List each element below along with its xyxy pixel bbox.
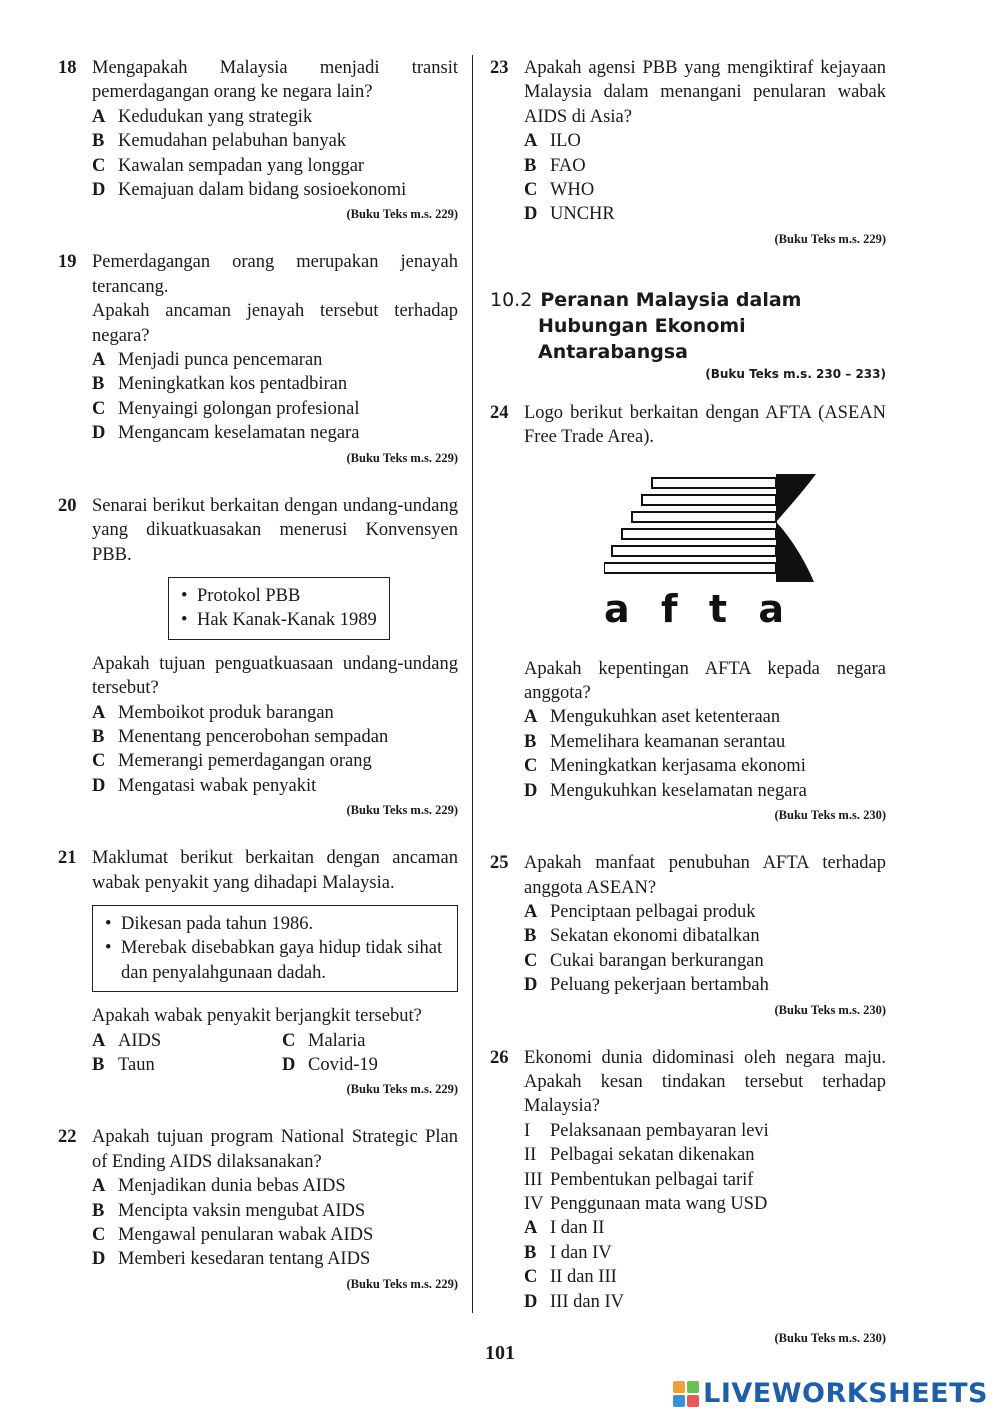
question-number: 26 xyxy=(490,1047,509,1068)
option-d[interactable]: D Peluang pekerjaan bertambah xyxy=(524,975,769,996)
statement-iii: III Pembentukan pelbagai tarif xyxy=(524,1169,754,1190)
option-b[interactable]: B Mencipta vaksin mengubat AIDS xyxy=(92,1200,366,1221)
question-prompt: Apakah tujuan penguatkuasaan undang-undang tersebut? xyxy=(92,653,458,699)
options-grid xyxy=(92,1029,458,1078)
option-a[interactable]: A Menjadikan dunia bebas AIDS xyxy=(92,1176,346,1197)
option-c[interactable]: C Cukai barangan berkurangan xyxy=(524,950,764,971)
option-b[interactable]: B Meningkatkan kos pentadbiran xyxy=(92,374,348,395)
option-d[interactable]: D Kemajuan dalam bidang sosioekonomi xyxy=(92,180,407,201)
left-column xyxy=(58,52,458,1294)
question-stem: Maklumat berikut berkaitan dengan ancaman wabak penyakit yang dihadapi Malaysia. xyxy=(92,848,458,893)
question-prompt: Apakah wabak penyakit berjangkit tersebut? xyxy=(92,1006,422,1027)
question-21 xyxy=(58,846,458,1099)
option-a[interactable]: A Kedudukan yang strategik xyxy=(92,106,313,127)
question-prompt: Apakah kepentingan AFTA kepada negara anggota? xyxy=(524,658,886,704)
option-d[interactable]: D Mengukuhkan keselamatan negara xyxy=(524,780,807,801)
question-26 xyxy=(490,1046,886,1348)
liveworksheets-logo-icon xyxy=(673,1381,699,1407)
list-item: • Merebak disebabkan gaya hidup tidak sihat dan penyalahgunaan dadah. xyxy=(103,936,447,985)
question-19 xyxy=(58,250,458,467)
section-title-line1: Peranan Malaysia dalam xyxy=(540,288,802,311)
logo-tile xyxy=(673,1381,685,1393)
textbook-reference: (Buku Teks m.s. 230) xyxy=(774,808,886,823)
question-number: 22 xyxy=(58,1127,77,1148)
option-c[interactable]: C Memerangi pemerdagangan orang xyxy=(92,751,372,772)
question-prompt: Apakah ancaman jenayah tersebut terhadap negara? xyxy=(92,301,458,346)
option-c[interactable]: C Menyaingi golongan profesional xyxy=(92,398,360,419)
logo-tile xyxy=(687,1395,699,1407)
question-stem: Apakah tujuan program National Strategic Plan of Ending AIDS dilaksanakan? xyxy=(92,1127,458,1172)
option-b[interactable]: B I dan IV xyxy=(524,1242,612,1263)
option-c[interactable]: C Malaria xyxy=(282,1030,366,1051)
option-a[interactable]: A AIDS xyxy=(92,1030,162,1051)
section-number: 10.2 xyxy=(490,288,533,311)
info-box xyxy=(168,577,390,640)
right-column xyxy=(490,52,886,1348)
info-box xyxy=(92,905,458,992)
option-a[interactable]: A ILO xyxy=(524,131,581,152)
option-a[interactable]: A Penciptaan pelbagai produk xyxy=(524,901,756,922)
page-number: 101 xyxy=(485,1342,515,1364)
textbook-reference: (Buku Teks m.s. 229) xyxy=(774,231,886,246)
option-a[interactable]: A Mengukuhkan aset ketenteraan xyxy=(524,707,781,728)
section-title-line2: Hubungan Ekonomi Antarabangsa xyxy=(538,314,746,363)
textbook-reference: (Buku Teks m.s. 229) xyxy=(346,450,458,465)
option-d[interactable]: D Covid-19 xyxy=(282,1055,378,1075)
column-divider xyxy=(472,55,473,1313)
option-d[interactable]: D UNCHR xyxy=(524,204,615,225)
brand-name: LIVEWORKSHEETS xyxy=(703,1378,988,1409)
question-25 xyxy=(490,851,886,1019)
option-b[interactable]: B Memelihara keamanan serantau xyxy=(524,731,786,752)
question-24 xyxy=(490,401,886,825)
list-item: • Protokol PBB xyxy=(179,584,379,608)
question-18 xyxy=(58,56,458,224)
textbook-reference: (Buku Teks m.s. 229) xyxy=(346,1082,458,1097)
afta-logo-graphic xyxy=(604,472,834,592)
question-number: 24 xyxy=(490,402,509,423)
question-stem: Pemerdagangan orang merupakan jenayah terancang. xyxy=(92,252,458,297)
afta-logo xyxy=(604,472,834,647)
option-d[interactable]: D Mengancam keselamatan negara xyxy=(92,423,360,444)
textbook-reference: (Buku Teks m.s. 230) xyxy=(774,1002,886,1017)
option-a[interactable]: A I dan II xyxy=(524,1218,605,1239)
question-22 xyxy=(58,1125,458,1293)
textbook-reference: (Buku Teks m.s. 229) xyxy=(346,207,458,222)
question-stem: Mengapakah Malaysia menjadi transit pemerdagangan orang ke negara lain? xyxy=(92,58,458,103)
option-a[interactable]: A Memboikot produk barangan xyxy=(92,702,334,723)
textbook-reference: (Buku Teks m.s. 229) xyxy=(346,1276,458,1291)
statement-ii: II Pelbagai sekatan dikenakan xyxy=(524,1145,755,1166)
section-heading xyxy=(490,287,886,381)
option-b[interactable]: B Taun xyxy=(92,1055,155,1075)
option-d[interactable]: D Memberi kesedaran tentang AIDS xyxy=(92,1249,371,1270)
option-c[interactable]: C WHO xyxy=(524,180,595,201)
option-d[interactable]: D Mengatasi wabak penyakit xyxy=(92,775,317,796)
question-23 xyxy=(490,56,886,249)
list-item: • Dikesan pada tahun 1986. xyxy=(103,912,447,936)
question-number: 19 xyxy=(58,252,77,273)
question-number: 20 xyxy=(58,495,77,516)
option-c[interactable]: C Meningkatkan kerjasama ekonomi xyxy=(524,756,806,777)
option-a[interactable]: A Menjadi punca pencemaran xyxy=(92,350,323,371)
option-b[interactable]: B FAO xyxy=(524,155,586,176)
textbook-reference: (Buku Teks m.s. 229) xyxy=(346,803,458,818)
question-number: 18 xyxy=(58,58,77,78)
option-c[interactable]: C Mengawal penularan wabak AIDS xyxy=(92,1225,374,1246)
textbook-reference: (Buku Teks m.s. 230) xyxy=(774,1331,886,1345)
statement-i: I Pelaksanaan pembayaran levi xyxy=(524,1120,769,1141)
section-reference: (Buku Teks m.s. 230 – 233) xyxy=(705,366,886,381)
question-20 xyxy=(58,494,458,820)
list-item: • Hak Kanak-Kanak 1989 xyxy=(179,608,379,632)
logo-tile xyxy=(673,1395,685,1407)
liveworksheets-brand[interactable] xyxy=(673,1378,988,1409)
question-number: 21 xyxy=(58,848,77,869)
option-b[interactable]: B Kemudahan pelabuhan banyak xyxy=(92,131,347,152)
statement-iv: IV Penggunaan mata wang USD xyxy=(524,1193,768,1214)
option-c[interactable]: C Kawalan sempadan yang longgar xyxy=(92,155,365,176)
question-stem: Senarai berikut berkaitan dengan undang-undang yang dikuatkuasakan menerusi Konvensyen PBB. xyxy=(92,495,458,565)
afta-logo-wordmark: a f t a xyxy=(604,586,784,631)
option-d[interactable]: D III dan IV xyxy=(524,1291,624,1312)
question-number: 23 xyxy=(490,58,509,78)
question-stem: Logo berikut berkaitan dengan AFTA (ASEAN Free Trade Area). xyxy=(524,402,886,448)
option-b[interactable]: B Sekatan ekonomi dibatalkan xyxy=(524,926,760,947)
option-c[interactable]: C II dan III xyxy=(524,1267,617,1288)
question-stem: Ekonomi dunia didominasi oleh negara maju. Apakah kesan tindakan tersebut terhadap Malaysia? xyxy=(524,1047,886,1117)
option-b[interactable]: B Menentang pencerobohan sempadan xyxy=(92,726,389,747)
question-stem: Apakah agensi PBB yang mengiktiraf kejayaan Malaysia dalam menangani penularan wabak AIDS di Asia? xyxy=(524,58,886,127)
question-stem: Apakah manfaat penubuhan AFTA terhadap anggota ASEAN? xyxy=(524,853,886,898)
question-number: 25 xyxy=(490,853,509,874)
logo-tile xyxy=(687,1381,699,1393)
